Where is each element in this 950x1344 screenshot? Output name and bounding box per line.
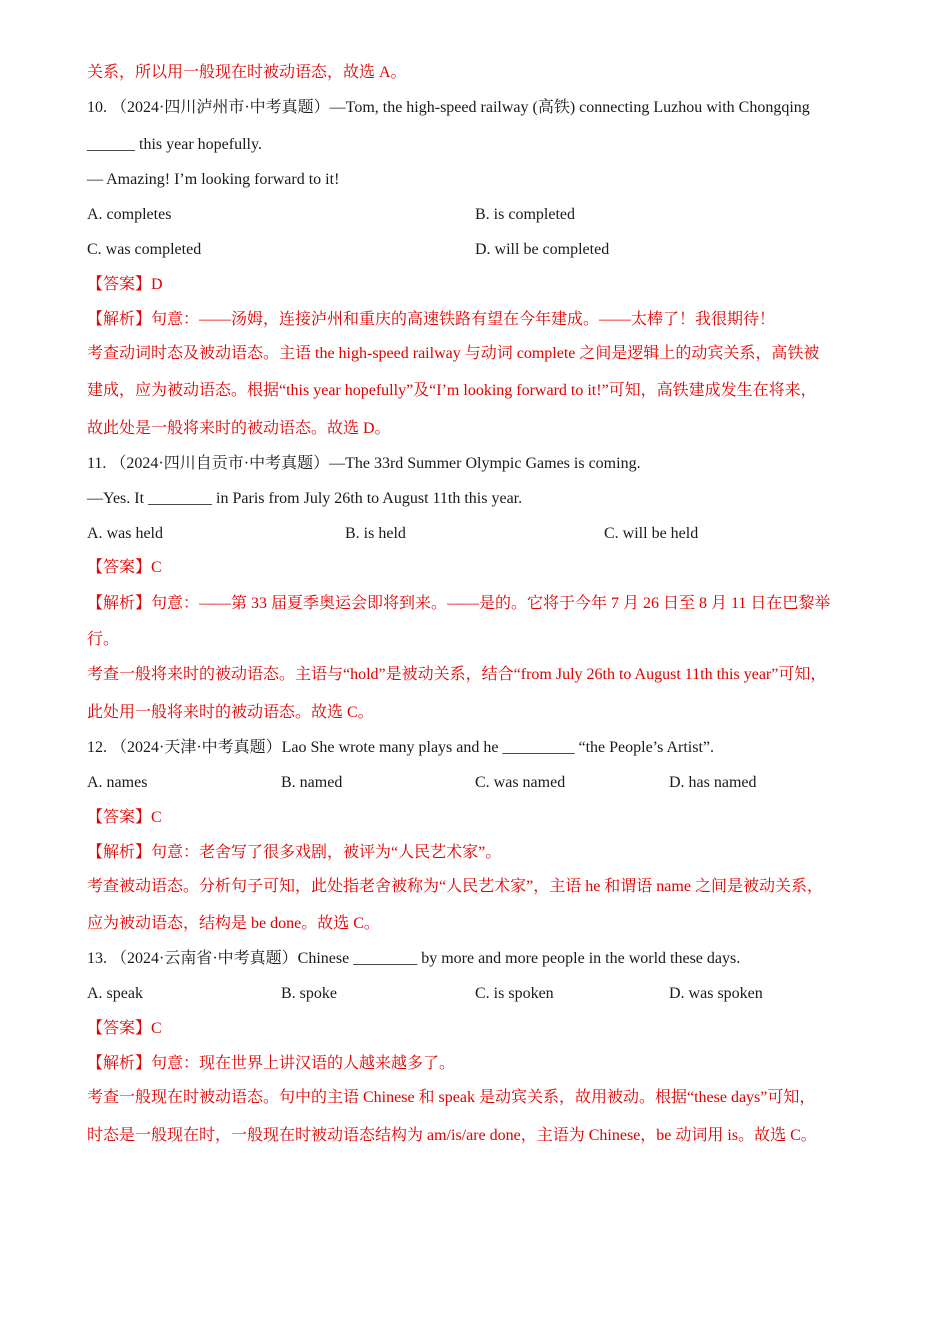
q11-analysis-2: 行。 [87,631,120,648]
q10-analysis-4: 故此处是一般将来时的被动语态。故选 D。 [87,420,391,437]
q12-stem: 12. （2024·天津·中考真题）Lao She wrote many plays and he _________ “the People’s Artist”. [87,739,715,756]
q10-answer: 【答案】D [87,276,163,293]
q10-stem: 10. （2024·四川泸州市·中考真题）—Tom, the high-speed railway (高铁) connecting Luzhou with Chongqing [87,99,810,116]
prev-analysis-tail: 关系，所以用一般现在时被动语态，故选 A。 [87,64,407,81]
q10-analysis-3: 建成，应为被动语态。根据“this year hopefully”及“I’m looking forward to it!”可知，高铁建成发生在将来， [87,382,817,399]
q11-option-c: C. will be held [604,525,699,542]
q12-option-a: A. names [87,774,148,791]
q13-analysis-3: 时态是一般现在时，一般现在时被动语态结构为 am/is/are done，主语为 Chinese，be 动词用 is。故选 C。 [87,1127,817,1144]
q11-analysis-4: 此处用一般将来时的被动语态。故选 C。 [87,704,374,721]
q13-option-d: D. was spoken [669,985,763,1002]
q13-option-b: B. spoke [281,985,337,1002]
q12-option-c: C. was named [475,774,566,791]
q10-stem-cont: ______ this year hopefully. [87,136,262,153]
q10-reply: — Amazing! I’m looking forward to it! [87,171,340,188]
q12-answer: 【答案】C [87,809,162,826]
q10-option-b: B. is completed [475,206,575,223]
q11-stem: 11. （2024·四川自贡市·中考真题）—The 33rd Summer Olympic Games is coming. [87,455,641,472]
q10-option-d: D. will be completed [475,241,610,258]
q13-option-a: A. speak [87,985,143,1002]
q10-option-c: C. was completed [87,241,202,258]
q10-option-a: A. completes [87,206,172,223]
q11-answer: 【答案】C [87,559,162,576]
q10-analysis-1: 【解析】句意：——汤姆，连接泸州和重庆的高速铁路有望在今年建成。——太棒了！我很期待！ [87,311,776,328]
q11-analysis-1: 【解析】句意：——第 33 届夏季奥运会即将到来。——是的。它将于今年 7 月 26 日至 8 月 11 日在巴黎举 [87,595,831,612]
q10-analysis-2: 考查动词时态及被动语态。主语 the high-speed railway 与动词 complete 之间是逻辑上的动宾关系，高铁被 [87,345,820,362]
q13-analysis-1: 【解析】句意：现在世界上讲汉语的人越来越多了。 [87,1055,456,1072]
q13-analysis-2: 考查一般现在时被动语态。句中的主语 Chinese 和 speak 是动宾关系，故用被动。根据“these days”可知， [87,1089,816,1106]
q12-option-b: B. named [281,774,343,791]
q12-analysis-1: 【解析】句意：老舍写了很多戏剧，被评为“人民艺术家”。 [87,844,502,861]
q12-analysis-2: 考查被动语态。分析句子可知，此处指老舍被称为“人民艺术家”，主语 he 和谓语 name 之间是被动关系， [87,878,823,895]
q11-option-a: A. was held [87,525,163,542]
q12-option-d: D. has named [669,774,757,791]
q11-reply: —Yes. It ________ in Paris from July 26th to August 11th this year. [87,490,523,507]
q12-analysis-3: 应为被动语态，结构是 be done。故选 C。 [87,915,380,932]
q13-option-c: C. is spoken [475,985,554,1002]
q11-analysis-3: 考查一般将来时的被动语态。主语与“hold”是被动关系，结合“from July 26th to August 11th this year”可知， [87,666,827,683]
q11-option-b: B. is held [345,525,406,542]
q13-answer: 【答案】C [87,1020,162,1037]
q13-stem: 13. （2024·云南省·中考真题）Chinese ________ by more and more people in the world these days. [87,950,741,967]
